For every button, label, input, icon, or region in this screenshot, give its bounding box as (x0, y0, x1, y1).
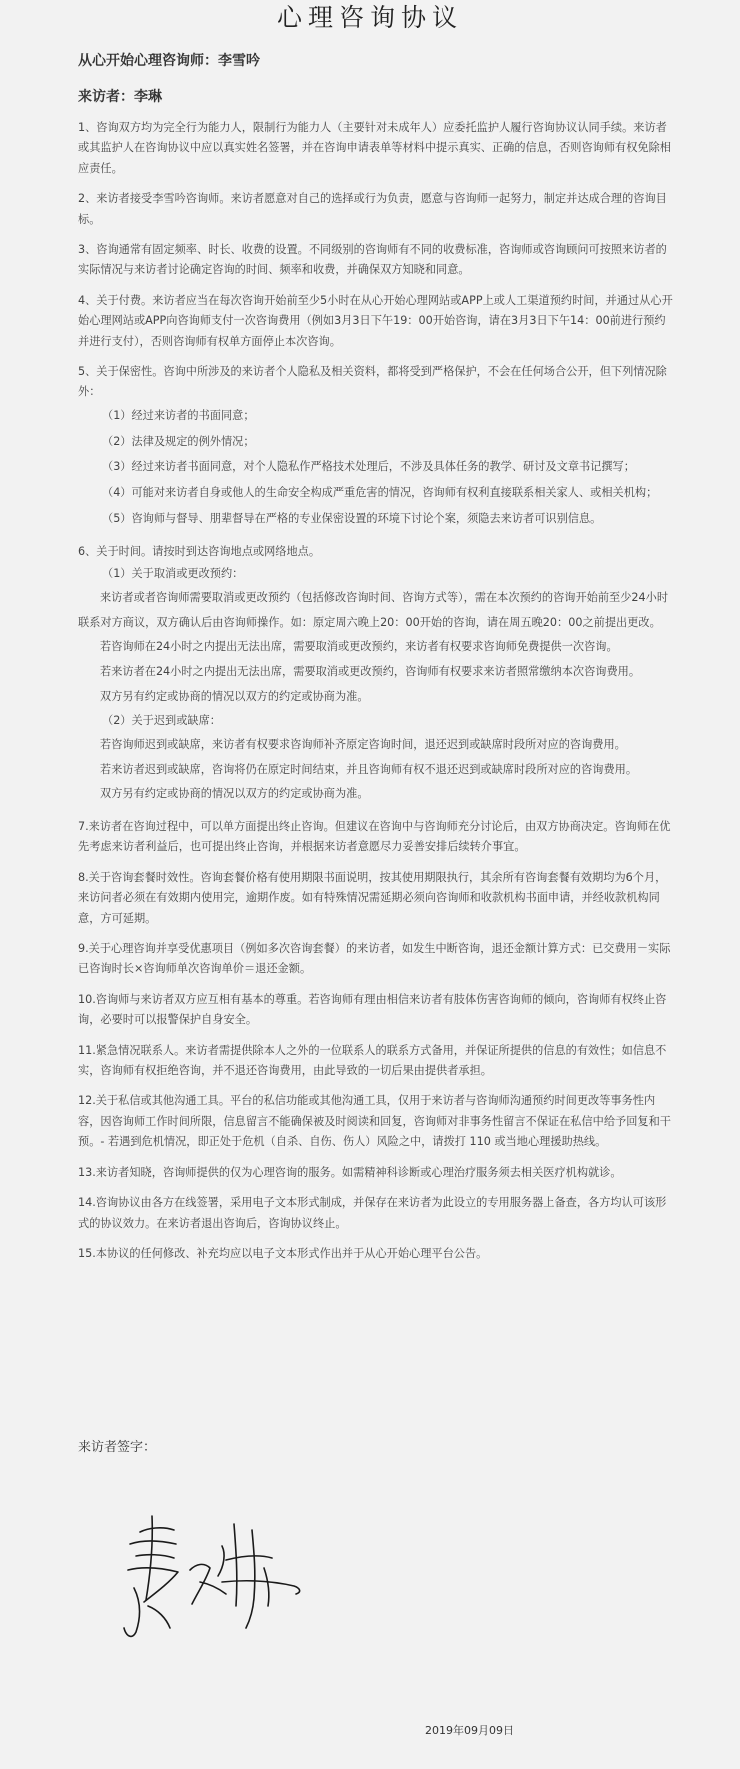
clause-3: 3、咨询通常有固定频率、时长、收费的设置。不同级别的咨询师有不同的收费标准，咨询师或咨询顾问可按照来访者的实际情况与来访者讨论确定咨询的时间、频率和收费，并确保双方知晓和同意。 (78, 243, 667, 277)
clause-5-item: （5）咨询师与督导、朋辈督导在严格的专业保密设置的环境下讨论个案，须隐去来访者可识别信息。 (102, 512, 602, 526)
clause-7: 7.来访者在咨询过程中，可以单方面提出终止咨询。但建议在咨询中与咨询师充分讨论后，由双方协商决定。咨询师在优先考虑来访者利益后，也可提出终止咨询，并根据来访者意愿尽力妥善安排后续转介事宜。 (78, 820, 671, 854)
clause-12: 12.关于私信或其他沟通工具。平台的私信功能或其他沟通工具，仅用于来访者与咨询师沟通预约时间更改等事务性内容，因咨询师工作时间所限，信息留言不能确保被及时阅读和回复，咨询师对非事务性留言不保证在私信中给予回复和干预。- 若遇到危机情况，即正处于危机（自杀、自伤、伤人）风险之中，请拨打 110 或当地心理援助热线。 (78, 1094, 671, 1149)
clause-11: 11.紧急情况联系人。来访者需提供除本人之外的一位联系人的联系方式备用，并保证所提供的信息的有效性；如信息不实，咨询师有权拒绝咨询，并不退还咨询费用，由此导致的一切后果由提供者承担。 (78, 1043, 667, 1078)
clause-5-item: （3）经过来访者书面同意，对个人隐私作严格技术处理后，不涉及具体任务的教学、研讨及文章书记撰写； (102, 460, 635, 474)
clause-6-sub2-paragraph: 若咨询师迟到或缺席，来访者有权要求咨询师补齐原定咨询时间，退还迟到或缺席时段所对应的咨询费用。 (100, 738, 626, 752)
clause-5 (78, 362, 675, 532)
clause-15: 15.本协议的任何修改、补充均应以电子文本形式作出并于从心开始心理平台公告。 (78, 1246, 488, 1260)
clause-6-sub1-heading: （1）关于取消或更改预约： (102, 567, 244, 581)
clause-6 (78, 542, 675, 807)
clause-6-sub2-paragraph: 双方另有约定或协商的情况以双方的约定或协商为准。 (100, 787, 369, 801)
clause-6-sub1-paragraph: 来访者或者咨询师需要取消或更改预约（包括修改咨询时间、咨询方式等），需在本次预约的咨询开始前至少24小时联系对方商议，双方确认后由咨询师操作。如：原定周六晚上20：00开始的咨询，请在周五晚20：00之前提出更改。 (78, 591, 669, 629)
clause-list (78, 118, 675, 1274)
clause-9: 9.关于心理咨询并享受优惠项目（例如多次咨询套餐）的来访者，如发生中断咨询，退还金额计算方式：已交费用－实际已咨询时长×咨询师单次咨询单价＝退还金额。 (78, 942, 671, 976)
clause-5-item: （4）可能对来访者自身或他人的生命安全构成严重危害的情况，咨询师有权利直接联系相关家人、或相关机构； (102, 486, 658, 500)
clause-14: 14.咨询协议由各方在线签署，采用电子文本形式制成，并保存在来访者为此设立的专用服务器上备查，各方均认可该形式的协议效力。在来访者退出咨询后，咨询协议终止。 (78, 1196, 667, 1230)
clause-5-item: （1）经过来访者的书面同意； (102, 408, 255, 422)
clause-6-sub2-paragraph: 若来访者迟到或缺席，咨询将仍在原定时间结束，并且咨询师有权不退还迟到或缺席时段所对应的咨询费用。 (100, 762, 638, 776)
clause-2: 2、来访者接受李雪吟咨询师。来访者愿意对自己的选择或行为负责，愿意与咨询师一起努力，制定并达成合理的咨询目标。 (78, 192, 667, 226)
clause-6-sub1-paragraph: 双方另有约定或协商的情况以双方的约定或协商为准。 (100, 689, 369, 703)
clause-5-item: （2）法律及规定的例外情况； (102, 434, 255, 448)
visitor-line: 来访者：李琳 (78, 89, 162, 105)
clause-8: 8.关于咨询套餐时效性。咨询套餐价格有使用期限书面说明，按其使用期限执行，其余所有咨询套餐有效期均为6个月，来访问者必须在有效期内使用完，逾期作废。如有特殊情况需延期必须向咨询师和收款机构书面申请，并经收款机构同意，方可延期。 (78, 870, 667, 925)
handwritten-signature (118, 1510, 308, 1650)
clause-5-intro: 5、关于保密性。咨询中所涉及的来访者个人隐私及相关资料，都将受到严格保护，不会在任何场合公开，但下列情况除外： (78, 365, 667, 399)
counselor-line: 从心开始心理咨询师：李雪吟 (78, 53, 260, 69)
clause-6-sub1-paragraph: 若咨询师在24小时之内提出无法出席，需要取消或更改预约，来访者有权要求咨询师免费提供一次咨询。 (100, 640, 618, 654)
clause-6-intro: 6、关于时间。请按时到达咨询地点或网络地点。 (78, 544, 321, 558)
document-title: 心理咨询协议 (276, 3, 463, 32)
signature-label: 来访者签字： (78, 1440, 157, 1455)
clause-6-sub2-heading: （2）关于迟到或缺席： (102, 714, 221, 728)
clause-6-sub1-paragraph: 若来访者在24小时之内提出无法出席，需要取消或更改预约，咨询师有权要求来访者照常缴纳本次咨询费用。 (100, 665, 641, 679)
clause-10: 10.咨询师与来访者双方应互相有基本的尊重。若咨询师有理由相信来访者有肢体伤害咨询师的倾向，咨询师有权终止咨询，必要时可以报警保护自身安全。 (78, 992, 667, 1027)
clause-4: 4、关于付费。来访者应当在每次咨询开始前至少5小时在从心开始心理网站或APP上或人工渠道预约时间，并通过从心开始心理网站或APP向咨询师支付一次咨询费用（例如3月3日下午19：00开始咨询，请在3月3日下午14：00前进行预约并进行支付），否则咨询师有权单方面停止本次咨询。 (78, 293, 673, 348)
clause-13: 13.来访者知晓，咨询师提供的仅为心理咨询的服务。如需精神科诊断或心理治疗服务须去相关医疗机构就诊。 (78, 1165, 622, 1179)
clause-1: 1、咨询双方均为完全行为能力人，限制行为能力人（主要针对未成年人）应委托监护人履行咨询协议认同手续。来访者或其监护人在咨询协议中应以真实姓名签署，并在咨询申请表单等材料中提示真实、正确的信息，否则咨询师有权免除相应责任。 (78, 121, 671, 175)
signature-date: 2019年09月09日 (425, 1724, 514, 1737)
